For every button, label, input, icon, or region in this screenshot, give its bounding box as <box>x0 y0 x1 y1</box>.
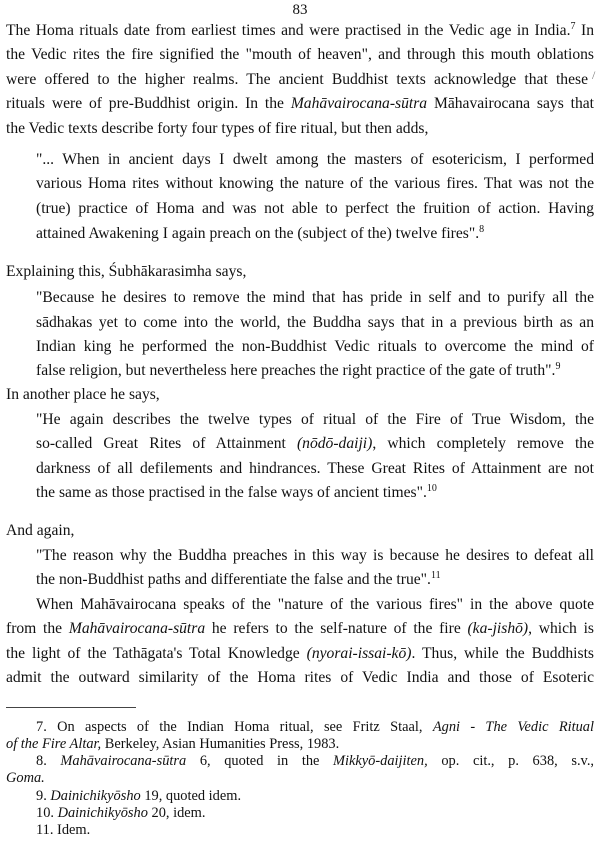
text-run: the Vedic texts describe forty four types of fire ritual, but then adds, <box>6 120 429 137</box>
text-run: sādhakas yet to come into the world, the Buddha says that in a previous birth as an <box>36 314 594 331</box>
text-line-20 <box>6 521 126 541</box>
text-line-26 <box>6 668 594 688</box>
text-run: Māhavairocana says that <box>427 95 594 112</box>
text-run: , which completely remove the <box>372 435 594 452</box>
footnote-line-5 <box>36 788 436 805</box>
text-run: 8. <box>36 753 61 769</box>
text-line-4 <box>6 94 594 114</box>
text-line-14 <box>36 361 594 381</box>
text-run: op. cit., p. 638, s.v., <box>427 753 595 769</box>
text-line-10 <box>6 262 306 282</box>
italic-text: Mikkyō-daijiten, <box>333 753 428 769</box>
text-line-7 <box>36 174 594 194</box>
text-run: , which is <box>528 620 594 637</box>
italic-text: Mahāvairocana-sūtra <box>60 753 187 769</box>
text-line-24 <box>6 619 594 639</box>
text-run: the light of the Tathāgata's Total Knowledge <box>6 645 307 662</box>
text-run: from the <box>6 620 69 637</box>
text-line-11 <box>36 288 594 308</box>
text-run: 10. <box>36 805 58 821</box>
text-run: the Vedic rites the fire signified the "mouth of heaven", and through this mouth oblations <box>6 46 594 63</box>
text-line-15 <box>6 385 206 405</box>
text-line-21 <box>36 546 594 566</box>
text-run: he refers to the self-nature of the fire <box>205 620 468 637</box>
text-run: "The reason why the Buddha preaches in this way is because he desires to defeat all <box>36 547 594 564</box>
text-run: Indian king he performed the non-Buddhist Vedic rituals to overcome the mind of <box>36 338 594 355</box>
footnote-line-7 <box>36 822 236 839</box>
text-line-18 <box>36 459 594 479</box>
page-number: 83 <box>292 2 308 18</box>
text-line-6 <box>36 150 594 170</box>
text-line-5 <box>6 119 526 139</box>
text-run: 11. Idem. <box>36 822 91 838</box>
footnote-line-4 <box>6 770 106 787</box>
text-run: (true) practice of Homa and was not able to perfect the fruition of action. Having <box>36 200 594 217</box>
text-line-3 <box>6 70 588 90</box>
italic-text: Dainichikyōsho <box>57 805 148 821</box>
text-run: "... When in ancient days I dwelt among the masters of esotericism, I performed <box>36 151 594 168</box>
italic-text: (nyorai-issai-kō) <box>306 645 412 662</box>
italic-text: Mahāvairocana-sūtra <box>290 95 428 112</box>
text-run: 9. <box>36 788 51 804</box>
text-run: 7. On aspects of the Indian Homa ritual, see Fritz Staal, <box>36 719 433 735</box>
text-run: "Because he desires to remove the mind that has pride in self and to purify all the <box>36 289 594 306</box>
text-run: the non-Buddhist paths and differentiate the false and the true". <box>36 571 431 588</box>
text-run: rituals were of pre-Buddhist origin. In the <box>6 95 291 112</box>
margin-mark: / <box>592 68 596 82</box>
italic-text: Mahāvairocana-sūtra <box>68 620 206 637</box>
footnote-ref: 10 <box>426 483 437 494</box>
footnote-ref: 9 <box>555 361 561 372</box>
text-run: Berkeley, Asian Humanities Press, 1983. <box>101 736 340 752</box>
text-run: When Mahāvairocana speaks of the "nature of the various fires" in the above quote <box>36 596 594 613</box>
text-run: darkness of all defilements and hindrances. These Great Rites of Attainment are not <box>36 460 594 477</box>
text-line-19 <box>36 483 496 503</box>
text-line-16 <box>36 410 594 430</box>
footnote-ref: 7 <box>570 21 576 32</box>
italic-text: Dainichikyōsho <box>50 788 141 804</box>
italic-text: Agni - The Vedic Ritual <box>432 719 594 735</box>
text-run: Explaining this, Śubhākarasimha says, <box>6 263 247 280</box>
text-line-9 <box>36 224 496 244</box>
text-line-22 <box>36 570 506 590</box>
italic-text: (nōdō-daiji) <box>296 435 373 452</box>
text-run: "He again describes the twelve types of ritual of the Fire of True Wisdom, the <box>36 411 594 428</box>
text-run: And again, <box>6 522 75 539</box>
text-run: various Homa rites without knowing the nature of the various fires. That was not the <box>36 175 594 192</box>
text-line-1 <box>6 21 594 41</box>
text-run: . Thus, while the Buddhists <box>411 645 594 662</box>
text-run: so-called Great Rites of Attainment <box>36 435 297 452</box>
text-run: the same as those practised in the false ways of ancient times". <box>36 484 427 501</box>
text-run: were offered to the higher realms. The ancient Buddhist texts acknowledge that these <box>6 71 588 88</box>
footnote-line-2 <box>6 736 506 753</box>
text-run: In <box>575 22 594 39</box>
italic-text: of the Fire Altar, <box>6 736 102 752</box>
text-run: attained Awakening I again preach on the (subject of the) twelve fires". <box>36 225 480 242</box>
text-line-12 <box>36 313 594 333</box>
footnote-separator <box>6 707 136 708</box>
text-run: admit the outward similarity of the Homa rites of Vedic India and those of Esoteric <box>6 669 594 686</box>
text-line-8 <box>36 199 594 219</box>
footnote-line-3 <box>36 753 594 770</box>
footnote-ref: 8 <box>479 224 485 235</box>
text-run: In another place he says, <box>6 386 160 403</box>
text-line-23 <box>36 595 594 615</box>
footnote-line-6 <box>36 805 436 822</box>
text-run: The Homa rituals date from earliest times and were practised in the Vedic age in India. <box>6 22 571 39</box>
text-run: 20, idem. <box>147 805 206 821</box>
text-line-25 <box>6 644 594 664</box>
text-run: false religion, but nevertheless here preaches the right practice of the gate of truth". <box>36 362 556 379</box>
text-line-13 <box>36 337 594 357</box>
text-line-17 <box>36 434 594 454</box>
italic-text: (ka-jishō) <box>467 620 529 637</box>
footnote-ref: 11 <box>430 570 441 581</box>
text-line-2 <box>6 45 594 65</box>
text-run: 19, quoted idem. <box>140 788 242 804</box>
footnote-line-1 <box>36 719 594 736</box>
italic-text: Goma. <box>6 770 45 786</box>
text-run: 6, quoted in the <box>186 753 334 769</box>
